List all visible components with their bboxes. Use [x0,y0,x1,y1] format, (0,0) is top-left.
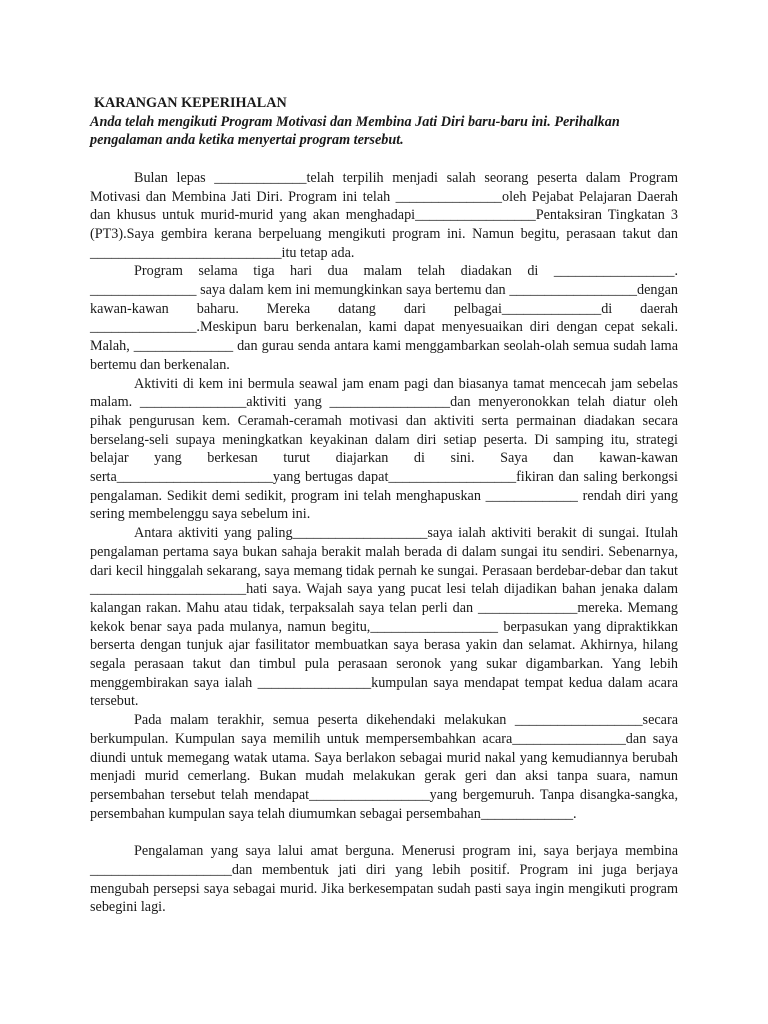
essay-title: KARANGAN KEPERIHALAN [94,95,287,111]
paragraph-4: Antara aktiviti yang paling___________________saya ialah aktiviti berakit di sungai. Itulah pengalaman pertama saya bukan sahaja berakit malah berada di dalam sungai itu sendiri. Sebenarnya, dari kecil hinggalah sekarang, saya memang tidak pernah ke sungai. Perasaan berdebar-debar dan takut ______________________hati saya. Wajah saya yang pucat lesi telah dijadikan bahan jenaka dalam kalangan rakan. Mahu atau tidak, terpaksalah saya telan perli dan ______________mereka. Memang kekok benar saya pada mulanya, namun begitu,__________________ berpasukan yang dipraktikkan berserta dengan tunjuk ajar fasilitator membuatkan saya berasa yakin dan selamat. Akhirnya, hilang segala perasaan takut dan timbul pula perasaan seronok yang sukar digambarkan. Yang lebih menggembirakan saya ialah ________________kumpulan saya mendapat tempat kedua dalam acara tersebut. [90,525,678,710]
paragraph-2: Program selama tiga hari dua malam telah diadakan di _________________. _______________ saya dalam kem ini memungkinkan saya bertemu dan __________________dengan kawan-kawan baharu. Mereka datang dari pelbagai______________di daerah _______________.Meskipun baru berkenalan, kami dapat menyesuaikan diri dengan cepat sekali. Malah, ______________ dan gurau senda antara kami menggambarkan seolah-olah semua sudah lama bertemu dan berkenalan. [90,263,678,373]
paragraph-1: Bulan lepas _____________telah terpilih menjadi salah seorang peserta dalam Program Motivasi dan Membina Jati Diri. Program ini telah _______________oleh Pejabat Pelajaran Daerah dan khusus untuk murid-murid yang akan menghadapi_________________Pentaksiran Tingkatan 3 (PT3).Saya gembira kerana berpeluang mengikuti program ini. Namun begitu, perasaan takut dan ___________________________itu tetap ada. [90,169,678,261]
essay-question: Anda telah mengikuti Program Motivasi dan Membina Jati Diri baru-baru ini. Perihalkan pengalaman anda ketika menyertai program tersebut. [90,113,620,149]
paragraph-3: Aktiviti di kem ini bermula seawal jam enam pagi dan biasanya tamat mencecah jam sebelas malam. _______________aktiviti yang _________________dan menyeronokkan telah diatur oleh pihak pengurusan kem. Ceramah-ceramah motivasi dan aktiviti serta permainan diadakan secara berselang-seli supaya meningkatkan keyakinan dalam diri setiap peserta. Di samping itu, strategi belajar yang berkesan turut diajarkan di sini. Saya dan kawan-kawan serta______________________yang bertugas dapat__________________fikiran dan saling berkongsi pengalaman. Sedikit demi sedikit, program ini telah menghapuskan _____________ rendah diri yang sering membelenggu saya sebelum ini. [90,375,678,523]
essay-content [90,94,678,917]
paragraph-6: Pengalaman yang saya lalui amat berguna. Menerusi program ini, saya berjaya membina ____________________dan membentuk jati diri yang lebih positif. Program ini juga berjaya mengubah persepsi saya sebagai murid. Jika berkesempatan sudah pasti saya ingin mengikuti program sebegini lagi. [90,843,678,916]
spacer [90,150,678,169]
paragraph-5: Pada malam terakhir, semua peserta dikehendaki melakukan __________________secara berkumpulan. Kumpulan saya memilih untuk mempersembahkan acara________________dan saya diundi untuk memegang watak utama. Saya berlakon sebagai murid nakal yang kemudiannya berubah menjadi murid cemerlang. Bukan mudah melakukan gerak geri dan aksi tanpa suara, namun persembahan tersebut telah mendapat_________________yang bergemuruh. Tanpa disangka-sangka, persembahan kumpulan saya telah diumumkan sebagai persembahan_____________. [90,712,678,822]
